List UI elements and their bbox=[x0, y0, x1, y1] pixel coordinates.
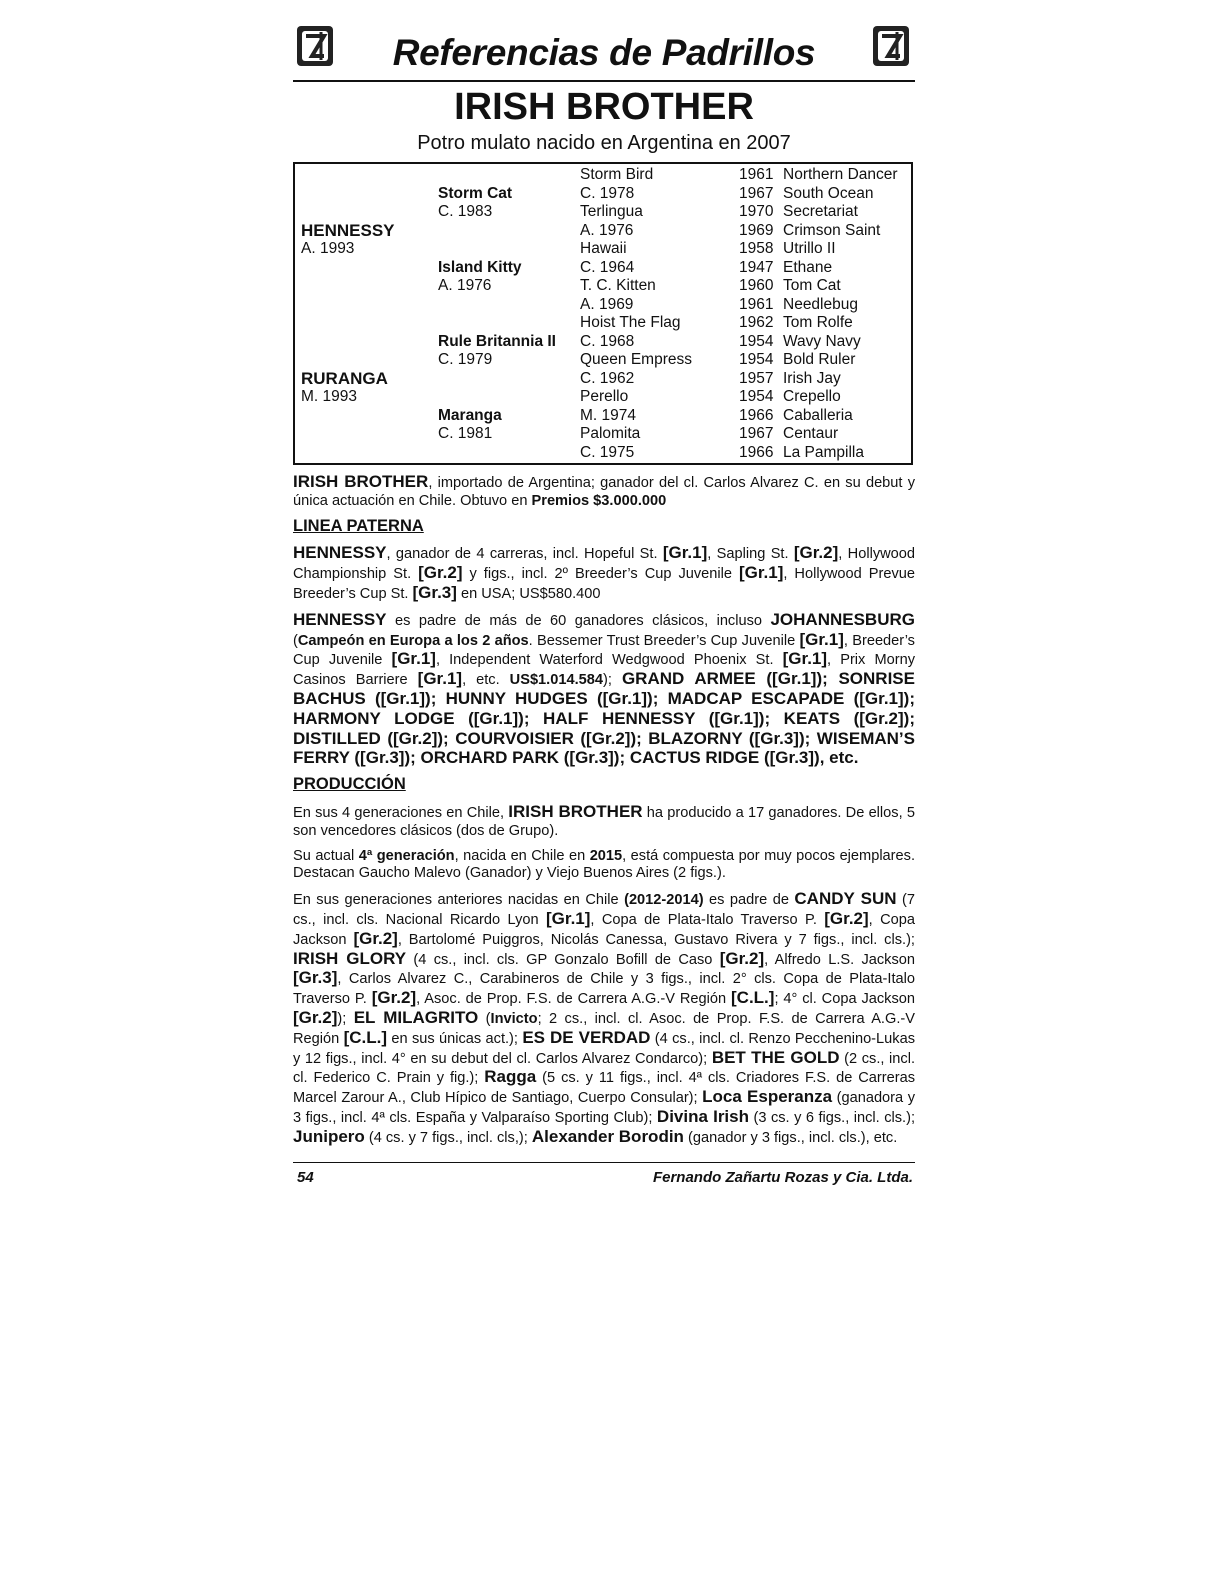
pedigree-cell bbox=[301, 444, 395, 463]
pedigree-cell bbox=[301, 314, 395, 333]
pedigree-cell bbox=[301, 296, 395, 315]
produccion-paragraph-3: En sus generaciones anteriores nacidas en Chile (2012-2014) es padre de CANDY SUN (7 cs., incl. cls. Nacional Ricardo Lyon [Gr.1], Copa de Plata-Italo Traverso P. [Gr.2], Copa Jackson [Gr.2], Bartolomé Puiggros, Nicolás Canessa, Gustavo Rivera y 7 figs., incl. cls.); IRISH GLORY (4 cs., incl. cls. GP Gonzalo Bofill de Caso [Gr.2], Alfredo L.S. Jackson [Gr.3], Carlos Alvarez C., Carabineros de Chile y 3 figs., incl. 2° cls. Copa de Plata-Italo Traverso P. [Gr.2], Asoc. de Prop. F.S. de Carrera A.G.-V Región [C.L.]; 4° cl. Copa Jackson [Gr.2]); EL MILAGRITO (Invicto; 2 cs., incl. cl. Asoc. de Prop. F.S. de Carrera A.G.-V Región [C.L.] en sus únicas act.); ES DE VERDAD (4 cs., incl. cl. Renzo Pecchenino-Lukas y 12 figs., incl. 4° en su debut del cl. Carlos Alvarez Condarco); BET THE GOLD (2 cs., incl. cl. Federico C. Prain y fig.); Ragga (5 cs. y 11 figs., incl. 4ª cls. Criadores F.S. de Carreras Marcel Zarour A., Club Hípico de Santiago, Cuerpo Consular); Loca Esperanza (ganadora y 3 figs., incl. 4ª cls. España y Valparaíso Sporting Club); Divina Irish (3 cs. y 6 figs., incl. cls.); Junipero (4 cs. y 7 figs., incl. cls,); Alexander Borodin (ganador y 3 figs., incl. cls.), etc. bbox=[293, 889, 916, 1146]
pedigree-cell: Rule Britannia II bbox=[438, 332, 556, 350]
pedigree-cell: South Ocean bbox=[783, 184, 874, 202]
section-heading-produccion: PRODUCCIÓN bbox=[293, 775, 406, 794]
pedigree-cell: 1967 bbox=[739, 425, 774, 442]
pedigree-cell: 1960 bbox=[739, 277, 774, 294]
pedigree-cell bbox=[301, 185, 395, 204]
page-header bbox=[293, 18, 915, 82]
pedigree-cell: A. 1976 bbox=[438, 277, 492, 294]
page-footer bbox=[293, 1162, 915, 1186]
pedigree-cell: A. 1976 bbox=[580, 221, 634, 239]
pedigree-cell: C. 1979 bbox=[438, 351, 493, 368]
pedigree-cell: A. 1993 bbox=[301, 240, 355, 257]
pedigree-cell: 1962 bbox=[739, 314, 774, 331]
pedigree-cell bbox=[438, 314, 556, 333]
pedigree-cell bbox=[301, 425, 395, 444]
pedigree-table bbox=[293, 162, 913, 465]
pedigree-cell: C. 1981 bbox=[438, 425, 493, 442]
pedigree-cell: La Pampilla bbox=[783, 443, 864, 461]
produccion-paragraph-2: Su actual 4ª generación, nacida en Chile en 2015, está compuesta por muy pocos ejemplares. Destacan Gaucho Malevo (Ganador) y Viejo Buenos Aires (2 figs.). bbox=[293, 847, 915, 882]
pedigree-cell: Island Kitty bbox=[438, 258, 522, 276]
pedigree-cell bbox=[301, 277, 395, 296]
pedigree-cell bbox=[301, 259, 395, 278]
pedigree-cell: Perello bbox=[580, 388, 629, 405]
header-title: Referencias de Padrillos bbox=[392, 32, 816, 73]
pedigree-cell: 1966 bbox=[739, 443, 774, 461]
pedigree-cell bbox=[438, 240, 556, 259]
pedigree-cell: C. 1975 bbox=[580, 443, 635, 461]
pedigree-cell bbox=[301, 407, 395, 426]
pedigree-cell: 1947 bbox=[739, 258, 774, 276]
pedigree-cell: 1970 bbox=[739, 203, 774, 220]
pedigree-cell: Tom Rolfe bbox=[783, 314, 853, 331]
pedigree-cell: Needlebug bbox=[783, 295, 858, 313]
pedigree-cell: Caballeria bbox=[783, 406, 853, 424]
pedigree-cell: RURANGA bbox=[301, 368, 388, 388]
pedigree-cell: 1954 bbox=[739, 332, 774, 350]
page-number: 54 bbox=[297, 1169, 314, 1186]
pedigree-cell bbox=[438, 296, 556, 315]
pedigree-cell: Palomita bbox=[580, 425, 641, 442]
pedigree-cell bbox=[438, 166, 556, 185]
pedigree-cell bbox=[438, 222, 556, 241]
pedigree-cell: 1954 bbox=[739, 388, 774, 405]
pedigree-cell: Tom Cat bbox=[783, 277, 841, 294]
pedigree-cell: Wavy Navy bbox=[783, 332, 861, 350]
pedigree-cell: C. 1968 bbox=[580, 332, 635, 350]
stud-logo-icon bbox=[871, 24, 911, 68]
pedigree-cell: C. 1964 bbox=[580, 258, 635, 276]
linea-paterna-paragraph-1: HENNESSY, ganador de 4 carreras, incl. Hopeful St. [Gr.1], Sapling St. [Gr.2], Hollywood Championship St. [Gr.2] y figs., incl. 2º Breeder’s Cup Juvenile [Gr.1], Hollywood Prevue Breeder’s Cup St. [Gr.3] en USA; US$580.400 bbox=[293, 543, 915, 602]
pedigree-cell bbox=[438, 370, 556, 389]
pedigree-cell: HENNESSY bbox=[301, 220, 395, 240]
pedigree-cell: Crepello bbox=[783, 388, 841, 405]
pedigree-cell: 1957 bbox=[739, 369, 774, 387]
pedigree-cell: 1961 bbox=[739, 295, 774, 313]
publisher: Fernando Zañartu Rozas y Cia. Ltda. bbox=[652, 1169, 913, 1186]
pedigree-cell bbox=[438, 388, 556, 407]
pedigree-cell bbox=[301, 333, 395, 352]
pedigree-cell: C. 1978 bbox=[580, 184, 635, 202]
pedigree-cell: 1967 bbox=[739, 184, 774, 202]
pedigree-cell: Secretariat bbox=[783, 203, 858, 220]
pedigree-col-parents bbox=[301, 166, 395, 462]
pedigree-cell: Terlingua bbox=[580, 203, 643, 220]
pedigree-col-grandparents bbox=[438, 166, 556, 462]
page bbox=[293, 18, 915, 1155]
pedigree-cell: 1961 bbox=[739, 166, 774, 183]
linea-paterna-paragraph-2: HENNESSY es padre de más de 60 ganadores clásicos, incluso JOHANNESBURG (Campeón en Europa a los 2 años. Bessemer Trust Breeder’s Cup Juvenile [Gr.1], Breeder’s Cup Juvenile [Gr.1], Independent Waterford Wedgwood Phoenix St. [Gr.1], Prix Morny Casinos Barriere [Gr.1], etc. US$1.014.584); GRAND ARMEE ([Gr.1]); SONRISE BACHUS ([Gr.1]); HUNNY HUDGES ([Gr.1]); MADCAP ESCAPADE ([Gr.1]); HARMONY LODGE ([Gr.1]); HALF HENNESSY ([Gr.1]); KEATS ([Gr.2]); DISTILLED ([Gr.2]); COURVOISIER ([Gr.2]); BLAZORNY ([Gr.3]); WISEMAN’S FERRY ([Gr.3]); ORCHARD PARK ([Gr.3]); CACTUS RIDGE ([Gr.3]), etc. bbox=[293, 609, 915, 768]
pedigree-cell: M. 1974 bbox=[580, 406, 637, 424]
intro-paragraph: IRISH BROTHER, importado de Argentina; ganador del cl. Carlos Alvarez C. en su debut y única actuación en Chile. Obtuvo en Premios $3.000.000 bbox=[293, 472, 916, 509]
pedigree-cell: C. 1983 bbox=[438, 203, 493, 220]
horse-name: IRISH BROTHER bbox=[454, 86, 754, 128]
pedigree-cell: Northern Dancer bbox=[783, 166, 898, 183]
pedigree-cell: Utrillo II bbox=[783, 240, 836, 257]
produccion-paragraph-1: En sus 4 generaciones en Chile, IRISH BROTHER ha producido a 17 ganadores. De ellos, 5 son vencedores clásicos (dos de Grupo). bbox=[293, 801, 915, 839]
pedigree-cell: M. 1993 bbox=[301, 388, 358, 405]
pedigree-cell: Bold Ruler bbox=[783, 351, 856, 368]
pedigree-col-ancestors bbox=[783, 166, 898, 462]
pedigree-cell: A. 1969 bbox=[580, 295, 634, 313]
pedigree-cell: Hawaii bbox=[580, 240, 627, 257]
pedigree-cell: 1958 bbox=[739, 240, 774, 257]
pedigree-cell: Queen Empress bbox=[580, 351, 692, 368]
pedigree-cell: C. 1962 bbox=[580, 369, 635, 387]
section-heading-linea-paterna: LINEA PATERNA bbox=[293, 516, 424, 535]
pedigree-cell: Centaur bbox=[783, 425, 839, 442]
pedigree-cell bbox=[301, 351, 395, 370]
pedigree-col-years bbox=[739, 166, 773, 462]
pedigree-cell: Storm Cat bbox=[438, 184, 513, 202]
pedigree-cell: T. C. Kitten bbox=[580, 277, 656, 294]
pedigree-cell: Maranga bbox=[438, 406, 502, 424]
pedigree-cell: Crimson Saint bbox=[783, 221, 881, 239]
pedigree-cell: Hoist The Flag bbox=[580, 314, 681, 331]
pedigree-cell bbox=[438, 444, 556, 463]
body-text bbox=[293, 473, 915, 1148]
pedigree-cell bbox=[301, 166, 395, 185]
pedigree-cell: Ethane bbox=[783, 258, 833, 276]
horse-subtitle: Potro mulato nacido en Argentina en 2007 bbox=[417, 132, 791, 154]
pedigree-cell bbox=[301, 203, 395, 222]
pedigree-cell: Irish Jay bbox=[783, 369, 841, 387]
pedigree-col-great-grandparents bbox=[580, 166, 692, 462]
pedigree-cell: Storm Bird bbox=[580, 166, 654, 183]
pedigree-cell: 1966 bbox=[739, 406, 774, 424]
pedigree-cell: 1969 bbox=[739, 221, 774, 239]
pedigree-cell: 1954 bbox=[739, 351, 774, 368]
